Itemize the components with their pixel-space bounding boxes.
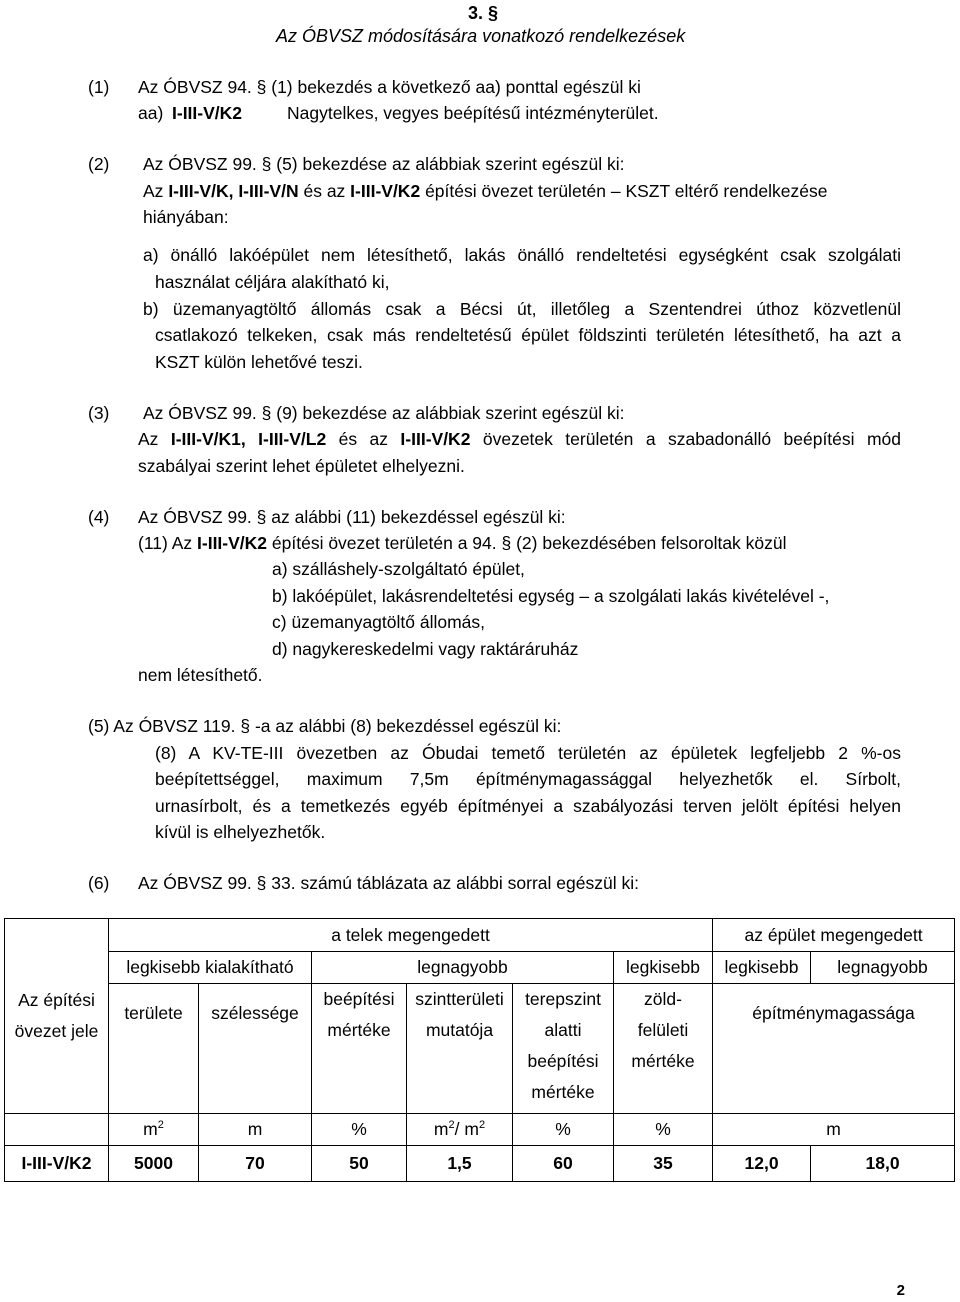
p4-line1-a: (11) Az [138, 533, 193, 553]
unit-cell: % [312, 1114, 407, 1146]
unit-zone-empty [5, 1114, 109, 1146]
p5-line3: urnasírbolt, és a temetkezés egyéb építményei a szabályozási terven jelölt építési helyen [155, 796, 901, 816]
p4-list-item: c) üzemanyagtöltő állomás, [272, 612, 486, 632]
row-value: 1,5 [407, 1146, 513, 1182]
p4-line1-code: I-III-V/K2 [197, 533, 268, 553]
p5-line2: beépítettséggel, maximum 7,5m építménymagassággal helyezhetők el. Sírbolt, [155, 769, 901, 789]
p6-text: Az ÓBVSZ 99. § 33. számú táblázata az alábbi sorral egészül ki: [138, 873, 639, 893]
p6-number: (6) [88, 873, 110, 893]
section-number: 3. § [468, 3, 499, 23]
p5-line1: (8) A KV-TE-III övezetben az Óbudai temető területén az épületek legfeljebb 2 %-os [155, 743, 901, 763]
p2-item-a-line2: használat céljára alakítható ki, [155, 272, 390, 292]
unit-cell: % [614, 1114, 713, 1146]
p2-line1-a: Az [143, 181, 164, 201]
p2-item-b-line2: csatlakozó telkeken, csak más rendeltetésű épület földszinti területén létesíthető, ha azt a [155, 325, 901, 345]
p2-item-a-line1: a) önálló lakóépület nem létesíthető, lakás önálló rendeltetési egységként csak szolgálati [143, 245, 901, 265]
p1-text: Az ÓBVSZ 94. § (1) bekezdés a következő aa) ponttal egészül ki [138, 77, 641, 97]
p4-text: Az ÓBVSZ 99. § az alábbi (11) bekezdéssel egészül ki: [138, 507, 566, 527]
p4-line1 [138, 533, 787, 554]
p3-line1-codes: I-III-V/K1, I-III-V/L2 [170, 429, 327, 449]
unit-cell: $m^2$ [109, 1114, 199, 1146]
unit-cell: $m^2/$ $m^2$ [407, 1114, 513, 1146]
p4-closing: nem létesíthető. [138, 665, 263, 685]
header-legkisebb-epulet: legkisebb [713, 952, 811, 984]
p1-item-text: Nagytelkes, vegyes beépítésű intézményterület. [287, 103, 659, 123]
p3-line2: szabályai szerint lehet épületet elhelyezni. [138, 456, 465, 476]
header-epitmenymagassag: építménymagassága [713, 984, 955, 1114]
header-terepszint: terepszint alatti beépítési mértéke [513, 984, 614, 1114]
p2-line1-b: és az [303, 181, 346, 201]
p2-text: Az ÓBVSZ 99. § (5) bekezdése az alábbiak szerint egészül ki: [143, 154, 625, 174]
header-legkisebb-kialakithato: legkisebb kialakítható [109, 952, 312, 984]
header-beepitesi: beépítési mértéke [312, 984, 407, 1114]
p2-line1 [143, 181, 827, 202]
p4-list-item: d) nagykereskedelmi vagy raktáráruház [272, 639, 579, 659]
page-number: 2 [896, 1282, 905, 1299]
header-telek: a telek megengedett [109, 919, 713, 952]
unit-cell: m [713, 1114, 955, 1146]
header-zone: Az építési övezet jele [5, 919, 109, 1114]
p3-line1-b: és az [338, 429, 388, 449]
zone-table [4, 918, 955, 1182]
row-value: 70 [199, 1146, 312, 1182]
unit-cell: m [199, 1114, 312, 1146]
p1-item-label: aa) [138, 103, 164, 123]
p2-line1-code2: I-III-V/K2 [350, 181, 421, 201]
p3-line1-a: Az [138, 429, 159, 449]
p2-item-b-line1: b) üzemanyagtöltő állomás csak a Bécsi út, illetőleg a Szentendrei úthoz közvetlenül [143, 299, 901, 319]
header-legnagyobb: legnagyobb [312, 952, 614, 984]
unit-cell: % [513, 1114, 614, 1146]
p2-number: (2) [88, 154, 110, 174]
p1-number: (1) [88, 77, 110, 97]
p2-line1-c: építési övezet területén – KSZT eltérő rendelkezése [425, 181, 828, 201]
p2-line1-codes: I-III-V/K, I-III-V/N [168, 181, 299, 201]
p5-line4: kívül is elhelyezhetők. [155, 822, 326, 842]
header-epulet: az épület megengedett [713, 919, 955, 952]
p2-line2: hiányában: [143, 207, 229, 227]
row-zone-code: I-III-V/K2 [5, 1146, 109, 1182]
header-legnagyobb-epulet: legnagyobb [811, 952, 955, 984]
row-value: 50 [312, 1146, 407, 1182]
row-value: 5000 [109, 1146, 199, 1182]
row-value: 12,0 [713, 1146, 811, 1182]
p1-item-code: I-III-V/K2 [172, 103, 243, 123]
header-legkisebb-telek: legkisebb [614, 952, 713, 984]
row-value: 35 [614, 1146, 713, 1182]
p4-line1-b: építési övezet területén a 94. § (2) bekezdésében felsoroltak közül [271, 533, 787, 553]
p4-list-item: b) lakóépület, lakásrendeltetési egység – a szolgálati lakás kivételével -, [272, 586, 830, 606]
p2-item-b-line3: KSZT külön lehetővé teszi. [155, 352, 363, 372]
header-zold: zöld-felületi mértéke [614, 984, 713, 1114]
p3-line1-code2: I-III-V/K2 [400, 429, 471, 449]
p4-number: (4) [88, 507, 110, 527]
p3-line1-c: övezetek területén a szabadonálló beépítési mód [482, 429, 901, 449]
row-value: 18,0 [811, 1146, 955, 1182]
row-value: 60 [513, 1146, 614, 1182]
p3-text: Az ÓBVSZ 99. § (9) bekezdése az alábbiak szerint egészül ki: [143, 403, 625, 423]
header-terulete: területe [109, 984, 199, 1114]
header-szelessege: szélessége [199, 984, 312, 1114]
p4-list-item: a) szálláshely-szolgáltató épület, [272, 559, 525, 579]
p3-line1 [138, 429, 901, 450]
header-szintteruleti: szintterületi mutatója [407, 984, 513, 1114]
p3-number: (3) [88, 403, 110, 423]
section-title: Az ÓBVSZ módosítására vonatkozó rendelkezések [276, 26, 686, 46]
p5-text: (5) Az ÓBVSZ 119. § -a az alábbi (8) bekezdéssel egészül ki: [88, 716, 562, 736]
